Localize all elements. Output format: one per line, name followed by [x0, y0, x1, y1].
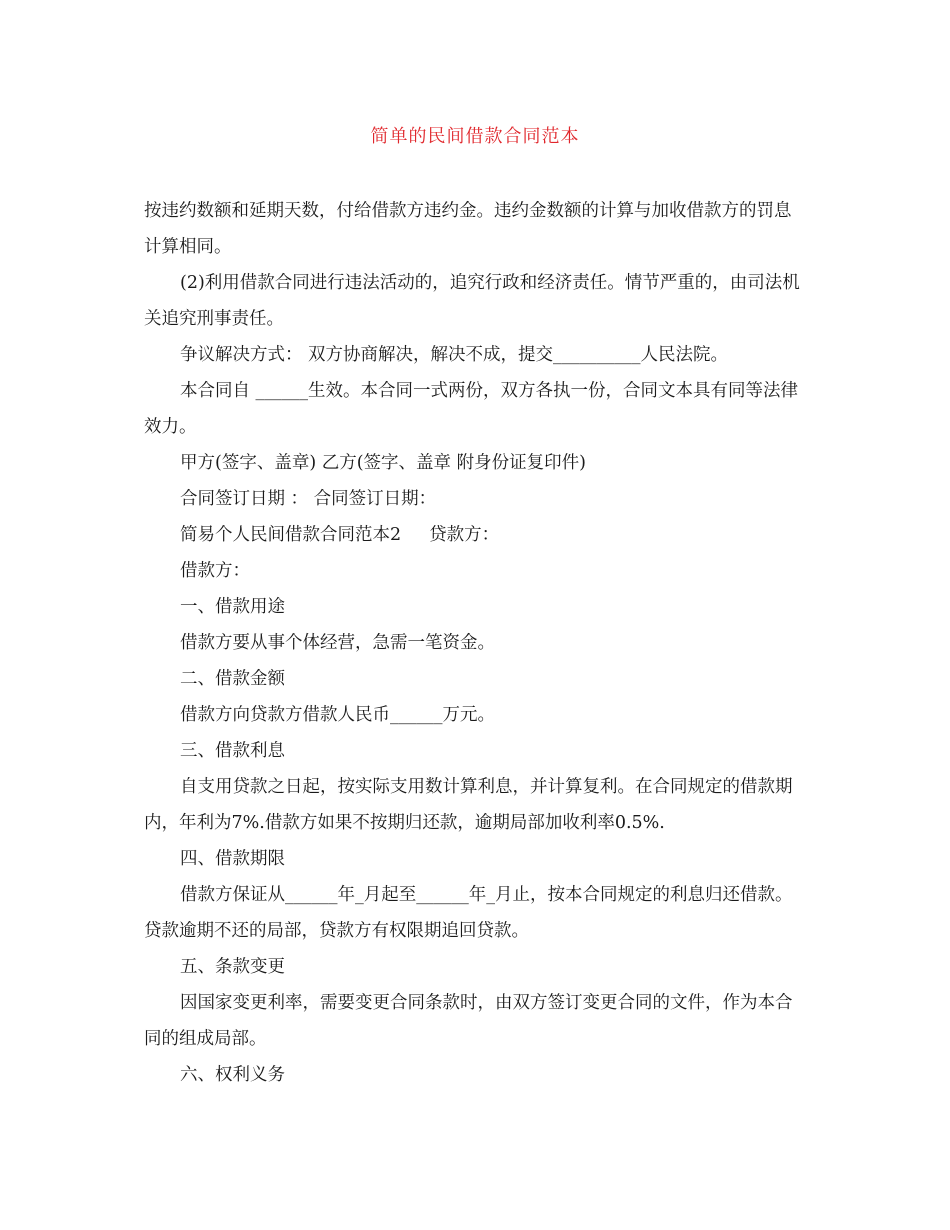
paragraph-term: 借款方保证从______年_月起至______年_月止，按本合同规定的利息归还借款。贷款逾期不还的局部，贷款方有权限期追回贷款。 [144, 885, 793, 941]
section-heading-changes: 五、条款变更 [180, 957, 285, 977]
paragraph-illegal-use: (2)利用借款合同进行违法活动的，追究行政和经济责任。情节严重的，由司法机关追究刑事责任。 [144, 273, 800, 329]
section-heading-interest: 三、借款利息 [180, 741, 285, 761]
sample-2-title: 简易个人民间借款合同范本2 [180, 525, 402, 545]
section-heading-rights: 六、权利义务 [180, 1065, 285, 1085]
document-title: 简单的民间借款合同范本 [370, 126, 580, 147]
paragraph-amount: 借款方向贷款方借款人民币______万元。 [180, 705, 495, 725]
paragraph-sample-2-heading [144, 517, 806, 553]
paragraph-penalty: 按违约数额和延期天数，付给借款方违约金。违约金数额的计算与加收借款方的罚息计算相同。 [144, 201, 792, 257]
document-body [144, 193, 806, 1093]
lender-label: 贷款方： [429, 525, 500, 545]
paragraph-changes: 因国家变更利率，需要变更合同条款时，由双方签订变更合同的文件，作为本合同的组成局部。 [144, 993, 793, 1049]
paragraph-interest: 自支用贷款之日起，按实际支用数计算利息，并计算复利。在合同规定的借款期内，年利为7%.借款方如果不按期归还款，逾期局部加收利率0.5%. [144, 777, 793, 833]
paragraph-dispute-resolution: 争议解决方式： 双方协商解决，解决不成，提交__________人民法院。 [180, 345, 729, 365]
paragraph-purpose: 借款方要从事个体经营，急需一笔资金。 [180, 633, 495, 653]
section-heading-term: 四、借款期限 [180, 849, 285, 869]
paragraph-signatures: 甲方(签字、盖章) 乙方(签字、盖章 附身份证复印件) [180, 453, 586, 473]
paragraph-effectiveness: 本合同自 ______生效。本合同一式两份，双方各执一份，合同文本具有同等法律效力。 [144, 381, 799, 437]
paragraph-borrower-label: 借款方： [180, 561, 250, 581]
section-heading-purpose: 一、借款用途 [180, 597, 285, 617]
section-heading-amount: 二、借款金额 [180, 669, 285, 689]
paragraph-signing-date: 合同签订日期 ： 合同签订日期： [180, 489, 437, 509]
